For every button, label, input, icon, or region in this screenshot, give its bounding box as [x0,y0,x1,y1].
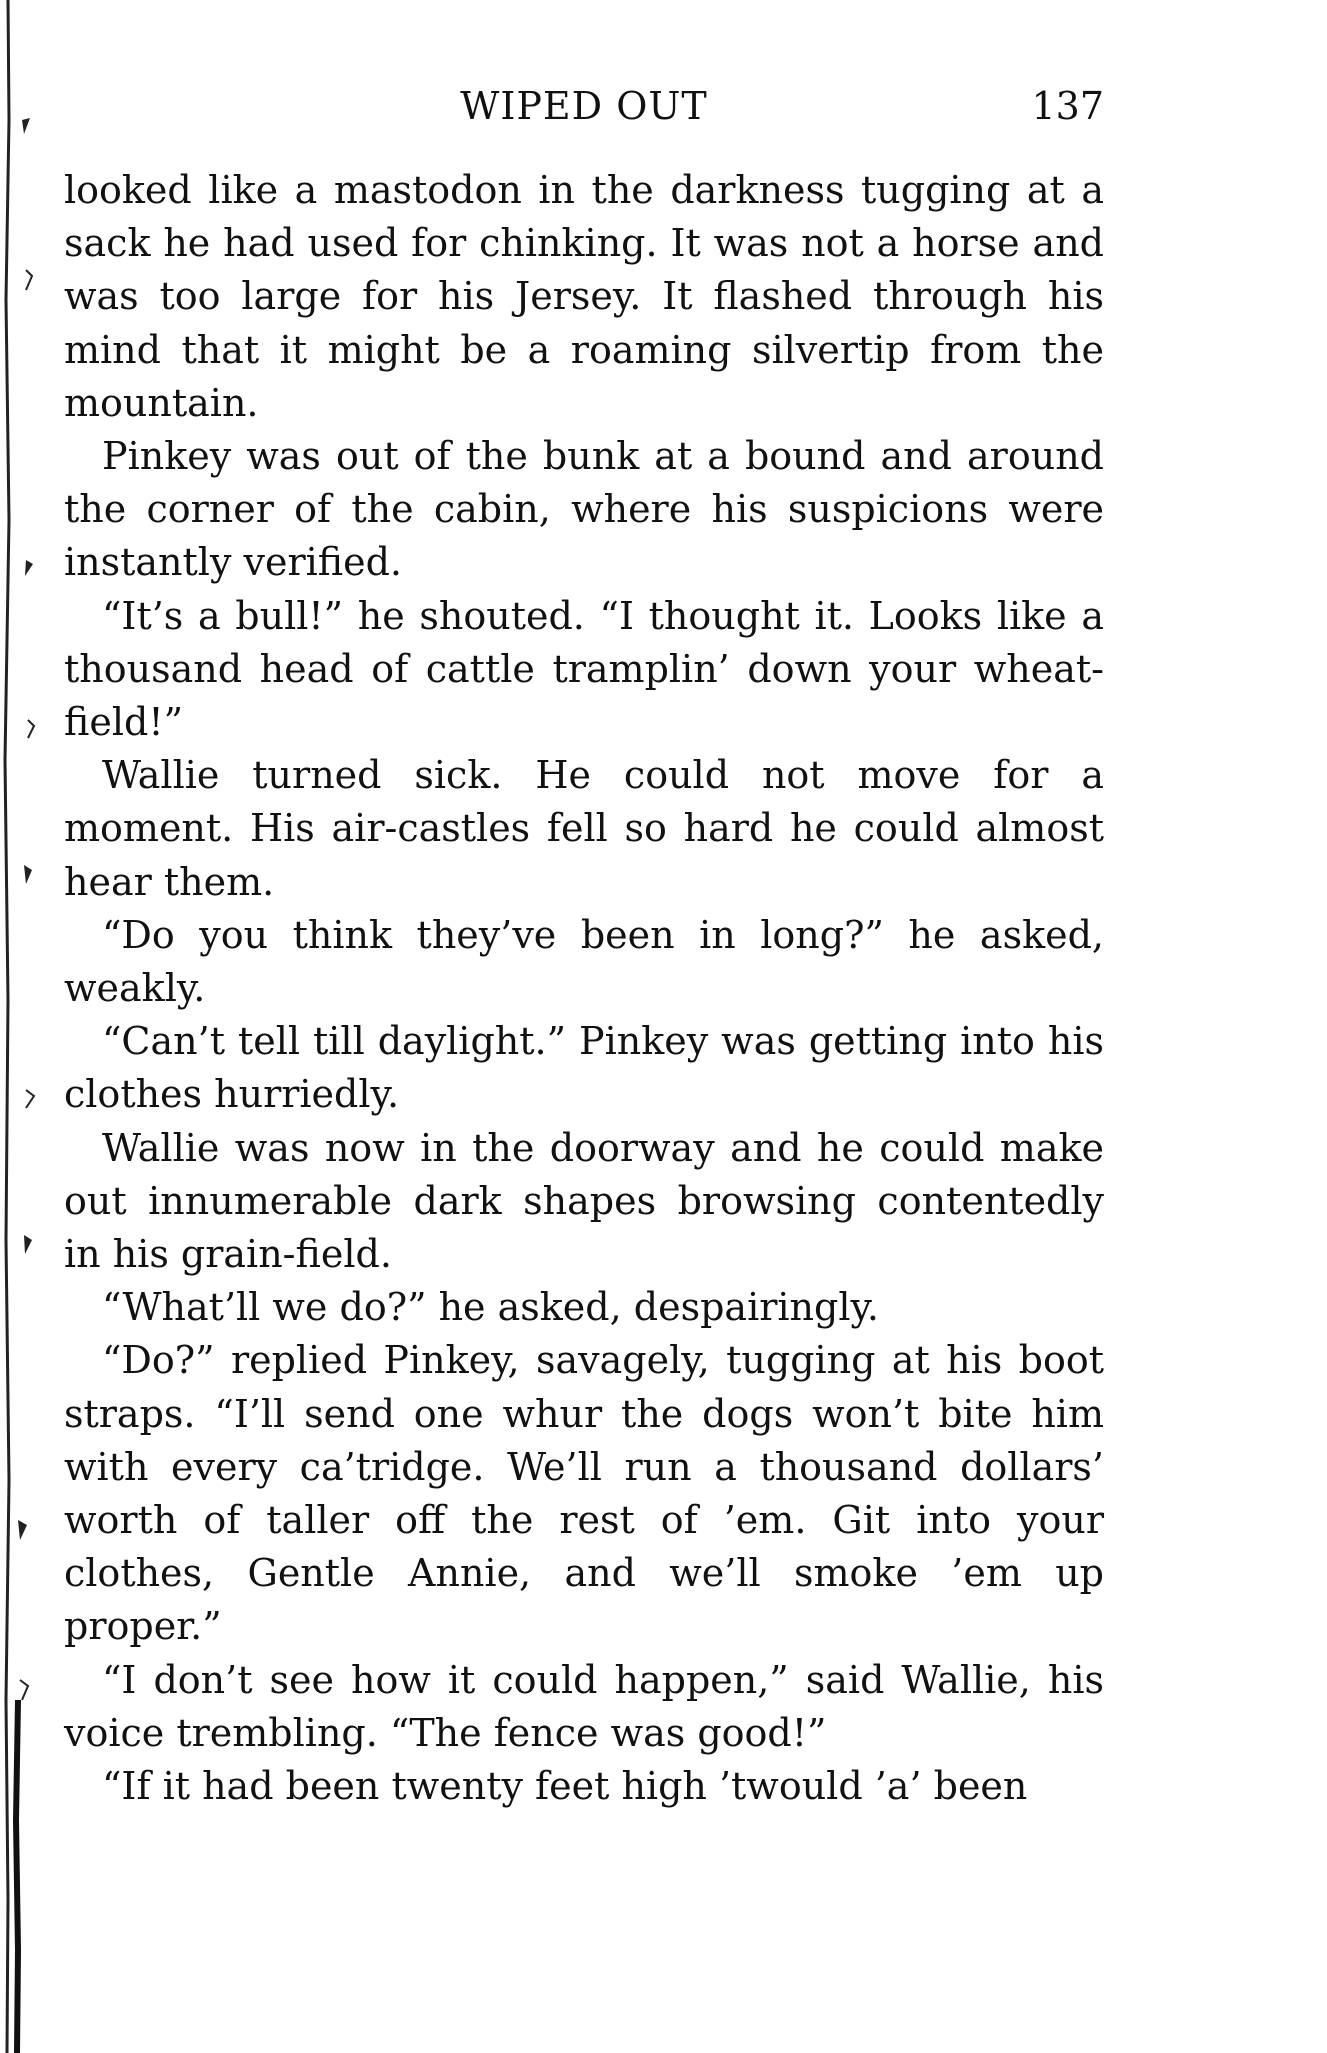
paragraph: “Do you think they’ve been in long?” he asked, weakly. [64,912,1104,1011]
page-number: 137 [1031,84,1104,128]
paragraph: “What’ll we do?” he asked, despairingly. [102,1285,879,1330]
paragraph: “It’s a bull!” he shouted. “I thought it. Looks like a thousand head of cattle tramplin’ down your wheat-field!” [64,593,1104,745]
chapter-title: WIPED OUT [460,84,708,128]
paragraph: “Do?” replied Pinkey, savagely, tugging at his boot straps. “I’ll send one whur the dogs won’t bite him with every ca’tridge. We’ll run a thousand dollars’ worth of taller off the rest of ’em. Git into your clothes, Gentle Annie, and we’ll smoke ’em up proper.” [64,1338,1104,1649]
paragraph: “I don’t see how it could happen,” said Wallie, his voice trembling. “The fence was good!” [64,1657,1104,1755]
paragraph: Wallie was now in the doorway and he could make out innumerable dark shapes browsing contentedly in his grain-field. [64,1125,1104,1277]
running-head [64,84,1104,144]
paragraph: Pinkey was out of the bunk at a bound and around the corner of the cabin, where his suspicions were instantly verified. [64,434,1104,585]
binding-edge [0,0,40,2053]
paragraph: “If it had been twenty feet high ’twould ’a’ been [102,1764,1028,1809]
body-text [64,164,1104,1813]
paragraph: looked like a mastodon in the darkness tugging at a sack he had used for chinking. It was not a horse and was too large for his Jersey. It flashed through his mind that it might be a roaming silvertip from the mountain. [64,168,1104,425]
paragraph: Wallie turned sick. He could not move for a moment. His air-castles fell so hard he could almost hear them. [64,753,1104,904]
paragraph: “Can’t tell till daylight.” Pinkey was getting into his clothes hurriedly. [64,1019,1104,1117]
